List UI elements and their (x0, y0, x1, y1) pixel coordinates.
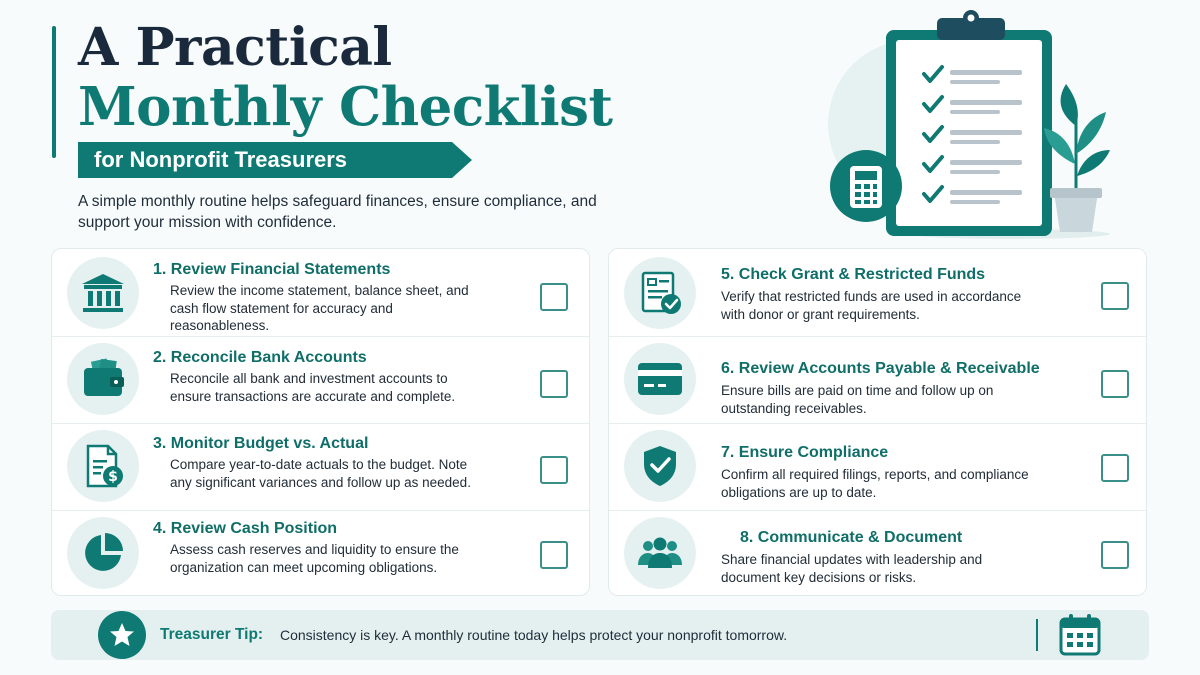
item-description: Reconcile all bank and investment accounts to ensure transactions are accurate and complete. (170, 371, 456, 404)
checklist-panel-right (608, 248, 1147, 596)
item-description: Confirm all required filings, reports, and compliance obligations are up to date. (721, 467, 1029, 500)
tip-divider (1036, 619, 1038, 651)
checklist-item-3 (52, 423, 589, 510)
tip-label: Treasurer Tip: (160, 626, 264, 643)
item-description: Ensure bills are paid on time and follow up on outstanding receivables. (721, 383, 994, 416)
page-title-line2: Monthly Checklist (78, 76, 613, 138)
checklist-panel-left (51, 248, 590, 596)
calendar-icon (1057, 612, 1103, 658)
shield-check-icon (624, 430, 696, 502)
checkbox-item-2[interactable] (540, 370, 568, 398)
item-title: 6. Review Accounts Payable & Receivable (721, 360, 1040, 377)
page-title-line1: A Practical (78, 17, 392, 78)
checkbox-item-1[interactable] (540, 283, 568, 311)
item-title: 8. Communicate & Document (740, 529, 963, 546)
item-description: Assess cash reserves and liquidity to ensure the organization can meet upcoming obligations. (170, 542, 459, 575)
budget-document-icon (67, 430, 139, 502)
checkbox-item-5[interactable] (1101, 282, 1129, 310)
item-description: Verify that restricted funds are used in accordance with donor or grant requirements. (721, 289, 1022, 322)
checkbox-item-3[interactable] (540, 456, 568, 484)
checkbox-item-6[interactable] (1101, 370, 1129, 398)
checklist-item-1 (52, 249, 589, 336)
item-title: 4. Review Cash Position (153, 520, 338, 537)
item-title: 1. Review Financial Statements (153, 261, 391, 278)
item-title: 5. Check Grant & Restricted Funds (721, 266, 986, 283)
checklist-item-6 (609, 336, 1146, 423)
checklist-item-2 (52, 336, 589, 423)
checklist-item-4 (52, 510, 589, 597)
tip-text: Consistency is key. A monthly routine today helps protect your nonprofit tomorrow. (280, 627, 788, 643)
svg-text:$: $ (108, 469, 118, 485)
bank-icon (67, 257, 139, 329)
item-title: 7. Ensure Compliance (721, 444, 889, 461)
clipboard-illustration-icon (820, 4, 1120, 244)
intro-text: A simple monthly routine helps safeguard finances, ensure compliance, and support your mission with confidence. (78, 193, 597, 231)
subtitle-banner (78, 142, 472, 178)
item-description: Compare year-to-date actuals to the budget. Note any significant variances and follow up as needed. (170, 457, 471, 490)
item-description: Share financial updates with leadership and document key decisions or risks. (721, 552, 983, 585)
treasurer-tip-bar (51, 610, 1149, 660)
checkbox-item-4[interactable] (540, 541, 568, 569)
grant-document-icon (624, 257, 696, 329)
title-accent-bar (52, 26, 56, 158)
checklist-item-7 (609, 423, 1146, 510)
checklist-item-8 (609, 510, 1146, 597)
item-title: 3. Monitor Budget vs. Actual (153, 435, 369, 452)
item-description: Review the income statement, balance sheet, and cash flow statement for accuracy and reasonableness. (170, 283, 469, 333)
banner-text: for Nonprofit Treasurers (94, 147, 348, 172)
checkbox-item-7[interactable] (1101, 454, 1129, 482)
credit-card-icon (624, 343, 696, 415)
wallet-icon (67, 343, 139, 415)
star-icon (98, 611, 146, 659)
checkbox-item-8[interactable] (1101, 541, 1129, 569)
pie-chart-icon (67, 517, 139, 589)
checklist-item-5 (609, 249, 1146, 336)
people-icon (624, 517, 696, 589)
item-title: 2. Reconcile Bank Accounts (153, 349, 367, 366)
